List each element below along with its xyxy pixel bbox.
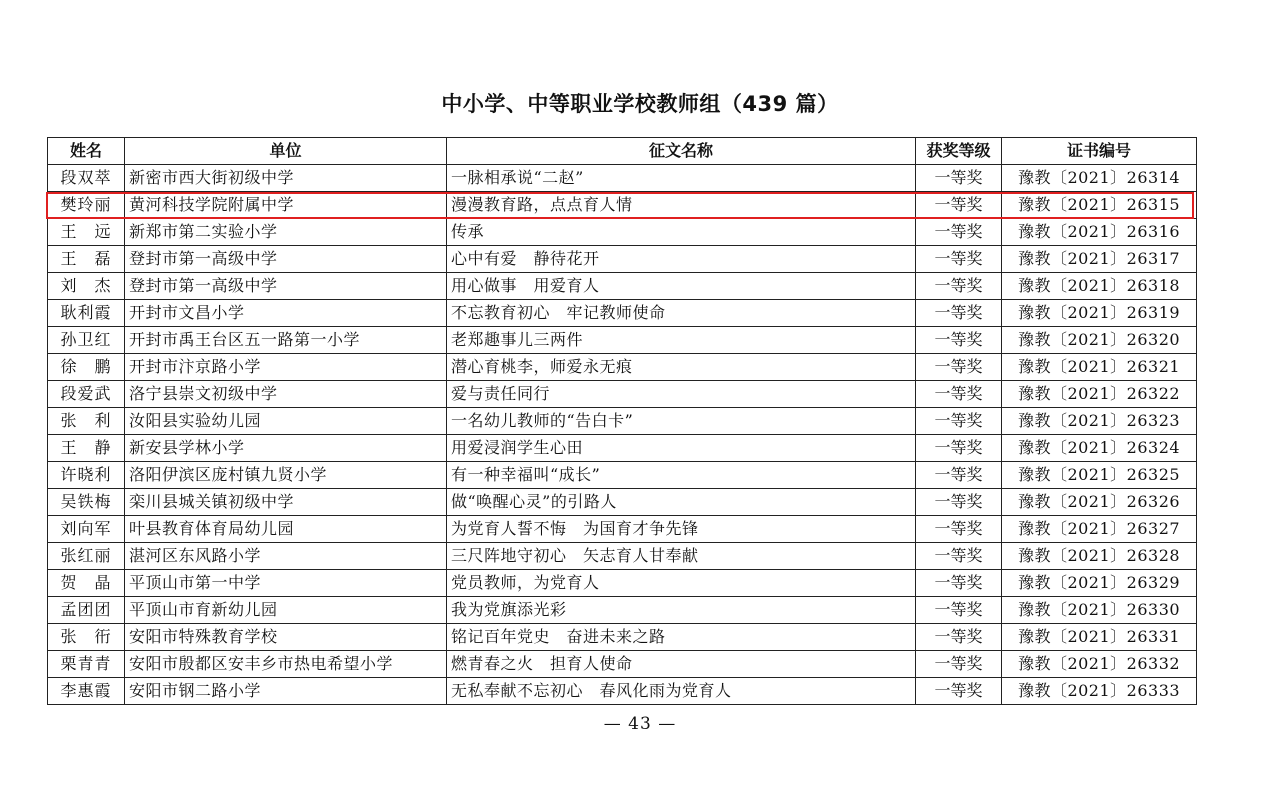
cell-title: 一名幼儿教师的“告白卡” (447, 408, 916, 435)
cell-unit: 叶县教育体育局幼儿园 (125, 516, 447, 543)
cell-cert: 豫教〔2021〕26321 (1002, 354, 1197, 381)
cell-unit: 安阳市特殊教育学校 (125, 624, 447, 651)
cell-unit: 洛阳伊滨区庞村镇九贤小学 (125, 462, 447, 489)
page-title: 中小学、中等职业学校教师组（439 篇） (441, 92, 839, 116)
cell-level: 一等奖 (916, 570, 1002, 597)
cell-cert: 豫教〔2021〕26316 (1002, 219, 1197, 246)
table-row (48, 435, 1197, 462)
table-row (48, 651, 1197, 678)
cell-cert: 豫教〔2021〕26320 (1002, 327, 1197, 354)
cell-title: 我为党旗添光彩 (447, 597, 916, 624)
header-cert: 证书编号 (1002, 138, 1197, 165)
cell-level: 一等奖 (916, 543, 1002, 570)
cell-level: 一等奖 (916, 624, 1002, 651)
cell-title: 不忘教育初心 牢记教师使命 (447, 300, 916, 327)
cell-title: 做“唤醒心灵”的引路人 (447, 489, 916, 516)
cell-cert: 豫教〔2021〕26332 (1002, 651, 1197, 678)
cell-title: 无私奉献不忘初心 春风化雨为党育人 (447, 678, 916, 705)
cell-level: 一等奖 (916, 462, 1002, 489)
cell-name: 段双萃 (48, 165, 125, 192)
cell-name: 栗青青 (48, 651, 125, 678)
cell-unit: 栾川县城关镇初级中学 (125, 489, 447, 516)
cell-name: 樊玲丽 (48, 192, 125, 219)
cell-name: 王 远 (48, 219, 125, 246)
table-row (48, 678, 1197, 705)
table-row (48, 300, 1197, 327)
cell-name: 徐 鹏 (48, 354, 125, 381)
cell-title: 铭记百年党史 奋进未来之路 (447, 624, 916, 651)
table-row (48, 192, 1197, 219)
cell-level: 一等奖 (916, 597, 1002, 624)
cell-name: 张红丽 (48, 543, 125, 570)
cell-unit: 安阳市钢二路小学 (125, 678, 447, 705)
cell-name: 孟团团 (48, 597, 125, 624)
cell-title: 漫漫教育路，点点育人情 (447, 192, 916, 219)
cell-unit: 新密市西大街初级中学 (125, 165, 447, 192)
cell-name: 刘向军 (48, 516, 125, 543)
cell-level: 一等奖 (916, 327, 1002, 354)
cell-cert: 豫教〔2021〕26315 (1002, 192, 1197, 219)
cell-name: 刘 杰 (48, 273, 125, 300)
cell-cert: 豫教〔2021〕26318 (1002, 273, 1197, 300)
cell-cert: 豫教〔2021〕26329 (1002, 570, 1197, 597)
table-row (48, 381, 1197, 408)
header-name: 姓名 (48, 138, 125, 165)
table-header-row (48, 138, 1197, 165)
cell-level: 一等奖 (916, 435, 1002, 462)
cell-unit: 开封市汴京路小学 (125, 354, 447, 381)
cell-level: 一等奖 (916, 246, 1002, 273)
cell-unit: 新郑市第二实验小学 (125, 219, 447, 246)
cell-title: 三尺阵地守初心 矢志育人甘奉献 (447, 543, 916, 570)
cell-cert: 豫教〔2021〕26333 (1002, 678, 1197, 705)
cell-name: 王 磊 (48, 246, 125, 273)
cell-title: 潜心育桃李，师爱永无痕 (447, 354, 916, 381)
cell-cert: 豫教〔2021〕26319 (1002, 300, 1197, 327)
table-row (48, 624, 1197, 651)
cell-level: 一等奖 (916, 219, 1002, 246)
cell-level: 一等奖 (916, 651, 1002, 678)
cell-cert: 豫教〔2021〕26330 (1002, 597, 1197, 624)
cell-unit: 平顶山市第一中学 (125, 570, 447, 597)
cell-title: 用爱浸润学生心田 (447, 435, 916, 462)
cell-unit: 洛宁县崇文初级中学 (125, 381, 447, 408)
cell-name: 孙卫红 (48, 327, 125, 354)
cell-name: 张 利 (48, 408, 125, 435)
award-table (47, 137, 1197, 705)
table-row (48, 219, 1197, 246)
cell-title: 爱与责任同行 (447, 381, 916, 408)
cell-unit: 开封市文昌小学 (125, 300, 447, 327)
cell-title: 一脉相承说“二赵” (447, 165, 916, 192)
cell-cert: 豫教〔2021〕26331 (1002, 624, 1197, 651)
table-row (48, 327, 1197, 354)
cell-cert: 豫教〔2021〕26317 (1002, 246, 1197, 273)
table-row (48, 516, 1197, 543)
cell-name: 贺 晶 (48, 570, 125, 597)
table-row (48, 246, 1197, 273)
cell-unit: 湛河区东风路小学 (125, 543, 447, 570)
cell-title: 为党育人誓不悔 为国育才争先锋 (447, 516, 916, 543)
cell-title: 党员教师，为党育人 (447, 570, 916, 597)
cell-cert: 豫教〔2021〕26324 (1002, 435, 1197, 462)
cell-cert: 豫教〔2021〕26314 (1002, 165, 1197, 192)
cell-level: 一等奖 (916, 354, 1002, 381)
cell-level: 一等奖 (916, 489, 1002, 516)
cell-name: 王 静 (48, 435, 125, 462)
cell-level: 一等奖 (916, 192, 1002, 219)
cell-level: 一等奖 (916, 678, 1002, 705)
cell-level: 一等奖 (916, 165, 1002, 192)
cell-level: 一等奖 (916, 273, 1002, 300)
table-row (48, 273, 1197, 300)
cell-unit: 安阳市殷都区安丰乡市热电希望小学 (125, 651, 447, 678)
cell-name: 李惠霞 (48, 678, 125, 705)
page-number: — 43 — (603, 714, 677, 734)
table-row (48, 354, 1197, 381)
table-row (48, 489, 1197, 516)
cell-cert: 豫教〔2021〕26322 (1002, 381, 1197, 408)
cell-name: 张 衎 (48, 624, 125, 651)
cell-title: 老郑趣事儿三两件 (447, 327, 916, 354)
cell-unit: 黄河科技学院附属中学 (125, 192, 447, 219)
cell-cert: 豫教〔2021〕26327 (1002, 516, 1197, 543)
cell-unit: 平顶山市育新幼儿园 (125, 597, 447, 624)
cell-title: 有一种幸福叫“成长” (447, 462, 916, 489)
cell-unit: 登封市第一高级中学 (125, 246, 447, 273)
header-title: 征文名称 (447, 138, 916, 165)
cell-title: 心中有爱 静待花开 (447, 246, 916, 273)
table-row (48, 543, 1197, 570)
cell-name: 段爱武 (48, 381, 125, 408)
table-row (48, 570, 1197, 597)
cell-cert: 豫教〔2021〕26325 (1002, 462, 1197, 489)
cell-cert: 豫教〔2021〕26323 (1002, 408, 1197, 435)
cell-name: 许晓利 (48, 462, 125, 489)
cell-level: 一等奖 (916, 516, 1002, 543)
cell-title: 传承 (447, 219, 916, 246)
cell-title: 燃青春之火 担育人使命 (447, 651, 916, 678)
cell-unit: 汝阳县实验幼儿园 (125, 408, 447, 435)
table-row (48, 462, 1197, 489)
cell-cert: 豫教〔2021〕26326 (1002, 489, 1197, 516)
header-unit: 单位 (125, 138, 447, 165)
table-row (48, 408, 1197, 435)
table-row (48, 597, 1197, 624)
header-level: 获奖等级 (916, 138, 1002, 165)
cell-unit: 开封市禹王台区五一路第一小学 (125, 327, 447, 354)
cell-level: 一等奖 (916, 408, 1002, 435)
cell-level: 一等奖 (916, 300, 1002, 327)
cell-unit: 登封市第一高级中学 (125, 273, 447, 300)
table-row (48, 165, 1197, 192)
cell-level: 一等奖 (916, 381, 1002, 408)
cell-title: 用心做事 用爱育人 (447, 273, 916, 300)
cell-cert: 豫教〔2021〕26328 (1002, 543, 1197, 570)
cell-name: 吴铁梅 (48, 489, 125, 516)
table-body (48, 165, 1197, 705)
cell-name: 耿利霞 (48, 300, 125, 327)
cell-unit: 新安县学林小学 (125, 435, 447, 462)
